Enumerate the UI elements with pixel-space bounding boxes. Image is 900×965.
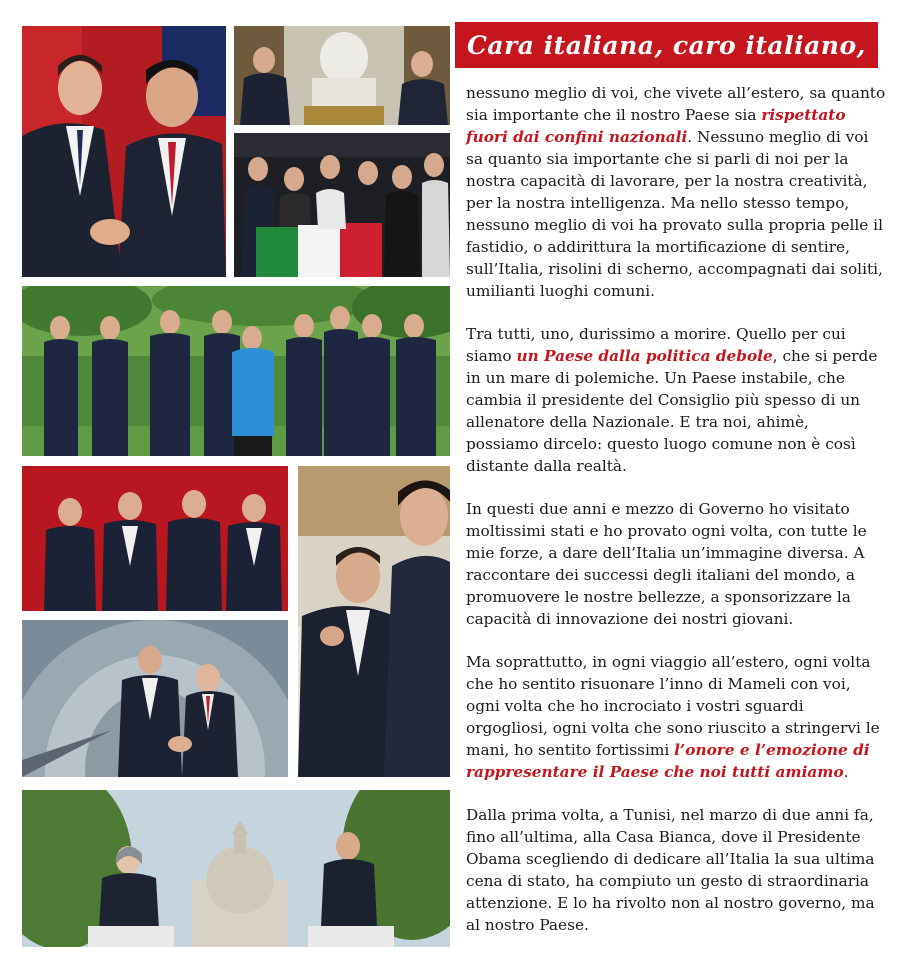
g7-leaders-lawn-photo [22,286,450,456]
paragraph-5 [466,804,886,936]
paragraph-1-highlight: rispettato fuori dai confini nazionali [466,106,846,146]
paragraph-1 [466,82,886,302]
eu-leaders-red-backdrop-photo [22,466,288,611]
handshake-china-photo [22,26,226,277]
italian-flag-group-photo [234,133,450,277]
paragraph-2-text: Tra tutti, uno, durissimo a morire. Quello per cui siamo [466,325,846,365]
paragraph-5-text: Dalla prima volta, a Tunisi, nel marzo di due anni fa, fino all’ultima, alla Casa Bianca, dove il Presidente Obama scegliendo di dedicare all’Italia la sua ultima cena di stato, ha compiuto un gesto di straordinaria attenzione. E lo ha rivolto non al nostro governo, ma al nostro Paese. [466,806,875,934]
tunnel-handshake-photo [22,620,288,777]
paragraph-1-text-continued: . Nessuno meglio di voi sa quanto sia importante che si parli di noi per la nostra capacità di lavorare, per la nostra creatività, per la nostra intelligenza. Ma nello stesso tempo, nessuno meglio di voi ha provato sulla propria pelle il fastidio, o addirittura la mortificazione di sentire, sull’Italia, risolini di scherno, accompagnati dai soliti, umilianti luoghi comuni. [466,128,883,300]
paragraph-4 [466,651,886,783]
paragraph-1-text: nessuno meglio di voi, che vivete all’estero, sa quanto sia importante che il nostro Paese sia [466,84,886,124]
paragraph-2-text-continued: , che si perde in un mare di polemiche. Un Paese instabile, che cambia il presidente del Consiglio più spesso di un allenatore della Nazionale. E tra noi, ahimè, possiamo dircelo: questo luogo comune non è così distante dalla realtà. [466,347,878,475]
salutation-banner [455,22,878,68]
salutation-title: Cara italiana, caro italiano, [467,30,866,60]
paragraph-3 [466,498,886,630]
canada-pm-conversation-photo [298,466,450,777]
paragraph-2-highlight: un Paese dalla politica debole [516,347,773,365]
paragraph-4-text: Ma soprattutto, in ogni viaggio all’estero, ogni volta che ho sentito risuonare l’inno di Mameli con voi, ogni volta che ho incrociato i vostri sguardi orgogliosi, ogni volta che sono riuscito a stringervi le mani, ho sentito fortissimi [466,653,880,759]
paragraph-3-text: In questi due anni e mezzo di Governo ho visitato moltissimi stati e ho provato ogni volta, con tutte le mie forze, a dare dell’Italia un’immagine diversa. A raccontare dei successi degli italiani del mondo, a promuovere le nostre bellezze, a sponsorizzare la capacità di innovazione dei nostri giovani. [466,500,867,628]
paragraph-4-highlight: l’onore e l’emozione di rappresentare il Paese che noi tutti amiamo [466,741,870,781]
letter-body [466,82,886,957]
paragraph-2 [466,323,886,477]
st-peters-press-conference-photo [22,790,450,947]
paragraph-4-text-continued: . [843,763,849,781]
marble-bust-meeting-photo [234,26,450,125]
